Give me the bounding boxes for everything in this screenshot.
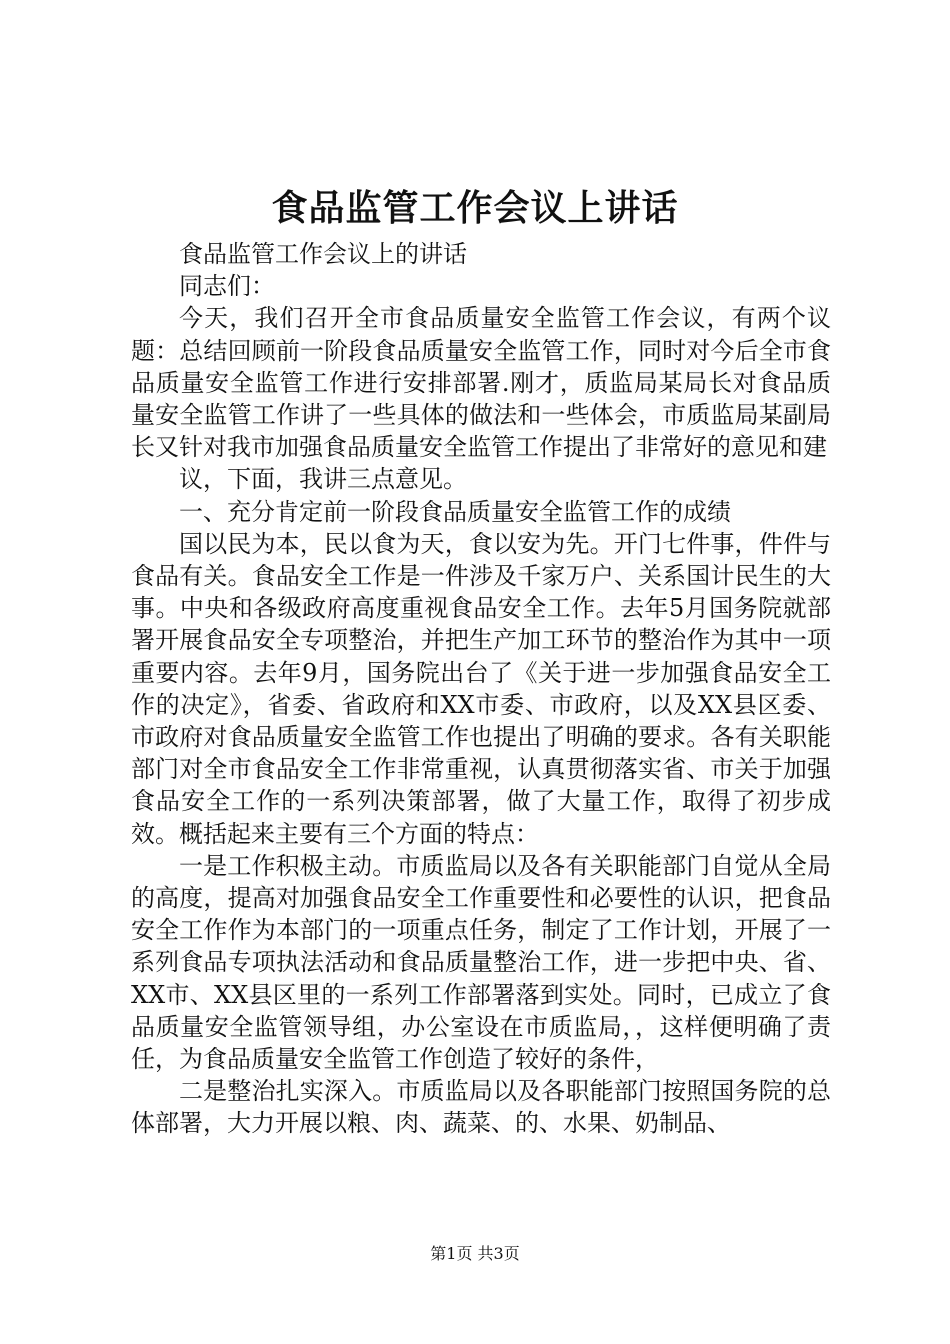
paragraph-subtitle: 食品监管工作会议上的讲话 bbox=[179, 240, 467, 268]
paragraph-background: 国以民为本，民以食为天，食以安为先。开门七件事，件件与食品有关。食品安全工作是一件涉及千家万户、关系国计民生的大事。中央和各级政府高度重视食品安全工作。去年5月国务院就部署开展食品安全专项整治，并把生产加工环节的整治作为其中一项重要内容。去年9月，国务院出台了《关于进一步加强食品安全工作的决定》，省委、省政府和XX市委、市政府，以及XX县区委、市政府对食品质量安全监管工作也提出了明确的要求。各有关职能部门对全市食品安全工作非常重视，认真贯彻落实省、市关于加强食品安全工作的一系列决策部署，做了大量工作，取得了初步成效。概括起来主要有三个方面的特点： bbox=[131, 529, 831, 848]
page-number-footer: 第1页 共3页 bbox=[430, 1244, 520, 1263]
paragraph-point-1: 一是工作积极主动。市质监局以及各有关职能部门自觉从全局的高度，提高对加强食品安全工作重要性和必要性的认识，把食品安全工作作为本部门的一项重点任务，制定了工作计划，开展了一系列食品专项执法活动和食品质量整治工作，进一步把中央、省、XX市、XX县区里的一系列工作部署落到实处。同时，已成立了食品质量安全监管领导组，办公室设在市质监局，，这样便明确了责任，为食品质量安全监管工作创造了较好的条件， bbox=[131, 851, 831, 1074]
document-title: 食品监管工作会议上讲话 bbox=[271, 187, 679, 229]
paragraph-point-2: 二是整治扎实深入。市质监局以及各职能部门按照国务院的总体部署，大力开展以粮、肉、蔬菜、的、水果、奶制品、 bbox=[131, 1077, 831, 1138]
paragraph-salutation: 同志们： bbox=[179, 272, 275, 301]
paragraph-intro-continued: 议，下面，我讲三点意见。 bbox=[179, 465, 467, 494]
paragraph-intro: 今天，我们召开全市食品质量安全监管工作会议，有两个议题：总结回顾前一阶段食品质量安全监管工作，同时对今后全市食品质量安全监管工作进行安排部署.刚才，质监局某局长对食品质量安全监管工作讲了一些具体的做法和一些体会，市质监局某副局长又针对我市加强食品质量安全监管工作提出了非常好的意见和建 bbox=[131, 304, 831, 462]
document-body bbox=[131, 238, 831, 1140]
section-heading-1: 一、充分肯定前一阶段食品质量安全监管工作的成绩 bbox=[179, 497, 731, 526]
